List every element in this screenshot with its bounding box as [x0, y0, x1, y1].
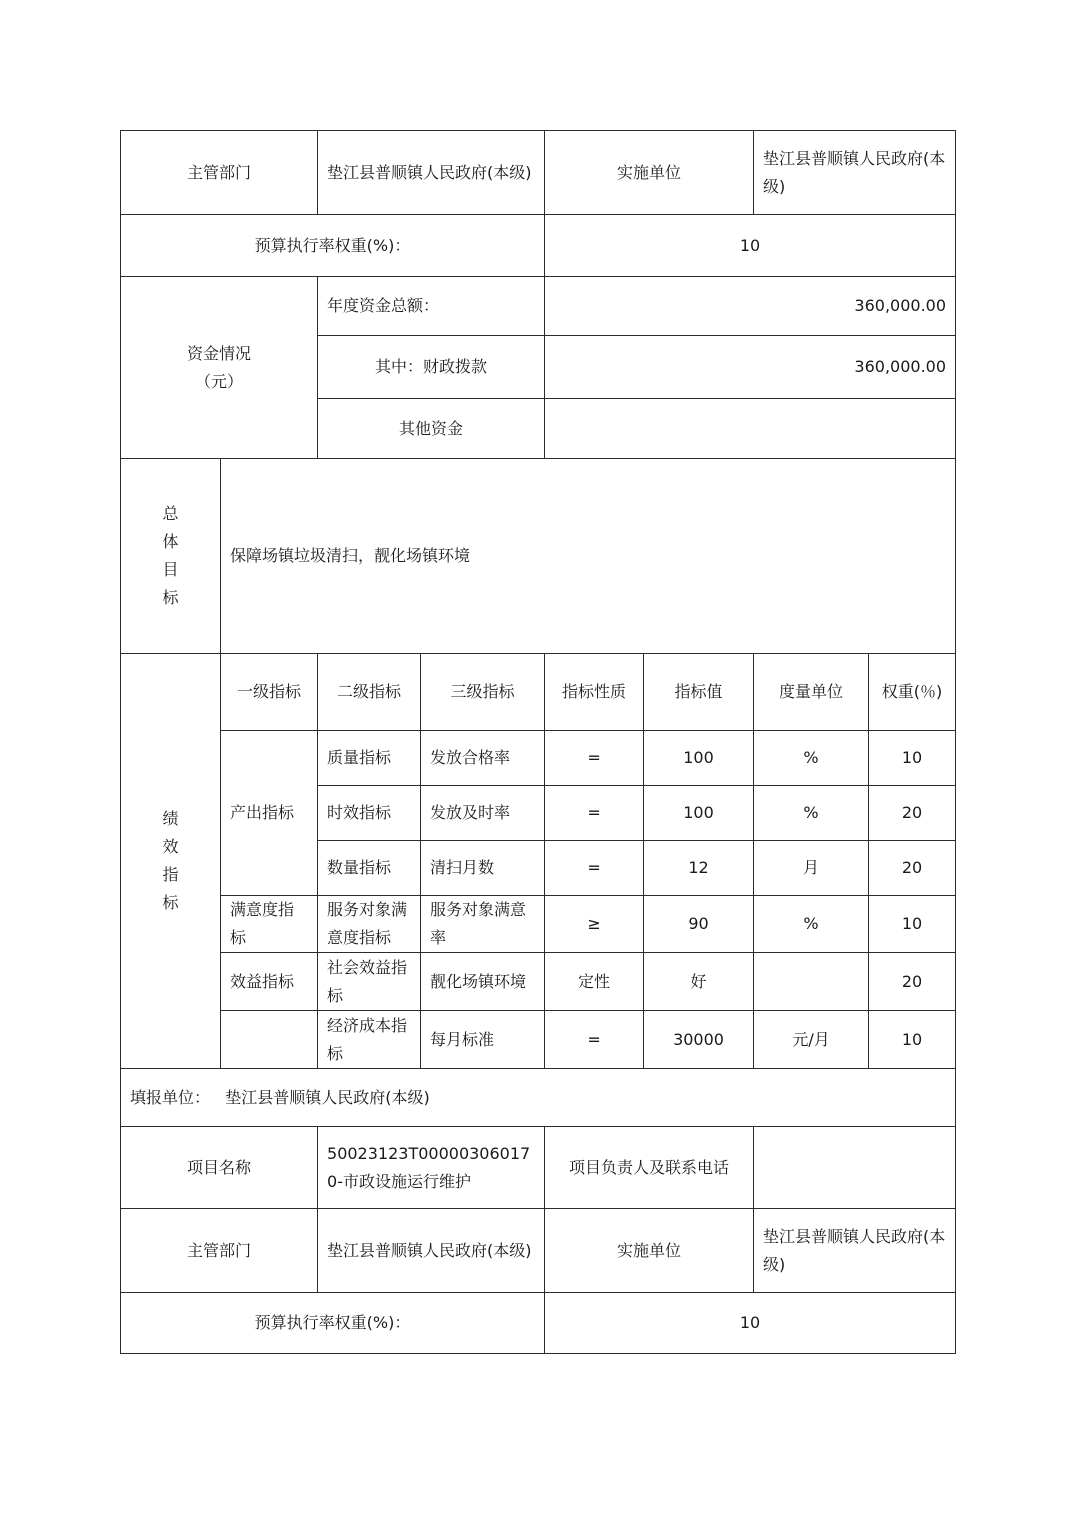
owner-value [754, 1127, 956, 1209]
budget-weight-label-2: 预算执行率权重(%)： [121, 1293, 545, 1354]
dept-label: 主管部门 [121, 131, 318, 215]
level3-cell: 靓化场镇环境 [421, 953, 545, 1011]
level3-cell: 发放合格率 [421, 731, 545, 786]
budget-weight-value-2: 10 [545, 1293, 956, 1354]
weight-cell: 20 [869, 786, 956, 841]
header-nature: 指标性质 [545, 654, 644, 731]
budget-weight-value: 10 [545, 215, 956, 277]
dept-label-2: 主管部门 [121, 1209, 318, 1293]
perf-label [121, 654, 221, 1069]
table-row [121, 731, 956, 786]
weight-cell: 10 [869, 1011, 956, 1069]
goal-row [121, 459, 956, 654]
value-cell: 好 [644, 953, 754, 1011]
funds-total-label: 年度资金总额： [318, 277, 545, 336]
level2-cell: 经济成本指标 [318, 1011, 421, 1069]
funds-total-value: 360,000.00 [545, 277, 956, 336]
header-level1: 一级指标 [221, 654, 318, 731]
funds-other-label: 其他资金 [318, 399, 545, 459]
nature-cell: = [545, 786, 644, 841]
nature-cell: = [545, 731, 644, 786]
performance-table [120, 130, 956, 1354]
nature-cell: ≥ [545, 896, 644, 953]
level3-cell: 每月标准 [421, 1011, 545, 1069]
goal-label-char: 目 [162, 560, 179, 579]
value-cell: 90 [644, 896, 754, 953]
funds-label-cell [121, 277, 318, 459]
dept-row [121, 131, 956, 215]
nature-cell: = [545, 1011, 644, 1069]
level2-cell: 数量指标 [318, 841, 421, 896]
nature-cell: = [545, 841, 644, 896]
impl-label: 实施单位 [545, 131, 754, 215]
header-value: 指标值 [644, 654, 754, 731]
impl-value: 垫江县普顺镇人民政府(本级) [754, 131, 956, 215]
header-level2: 二级指标 [318, 654, 421, 731]
level2-cell: 社会效益指标 [318, 953, 421, 1011]
filler-value: 垫江县普顺镇人民政府(本级) [225, 1087, 430, 1107]
budget-weight-row [121, 215, 956, 277]
goal-text: 保障场镇垃圾清扫，靓化场镇环境 [221, 459, 956, 654]
value-cell: 100 [644, 731, 754, 786]
dept-value-2: 垫江县普顺镇人民政府(本级) [318, 1209, 545, 1293]
funds-label: 资金情况 [187, 343, 252, 363]
project-label: 项目名称 [121, 1127, 318, 1209]
value-cell: 30000 [644, 1011, 754, 1069]
dept-value: 垫江县普顺镇人民政府(本级) [318, 131, 545, 215]
funds-fiscal-label: 其中：财政拨款 [318, 336, 545, 399]
goal-label-char: 标 [162, 588, 179, 607]
project-row [121, 1127, 956, 1209]
budget-weight-row-2 [121, 1293, 956, 1354]
level1-cell: 产出指标 [221, 731, 318, 896]
impl-value-2: 垫江县普顺镇人民政府(本级) [754, 1209, 956, 1293]
unit-cell [754, 953, 869, 1011]
level1-cell [221, 1011, 318, 1069]
goal-label-char: 总 [162, 504, 179, 523]
dept-row-2 [121, 1209, 956, 1293]
value-cell: 100 [644, 786, 754, 841]
table-row [121, 896, 956, 953]
table-row [121, 953, 956, 1011]
level3-cell: 发放及时率 [421, 786, 545, 841]
perf-label-char: 指 [162, 865, 179, 884]
unit-cell: % [754, 896, 869, 953]
funds-total-row [121, 277, 956, 336]
level1-cell: 满意度指标 [221, 896, 318, 953]
funds-fiscal-value: 360,000.00 [545, 336, 956, 399]
goal-label-char: 体 [162, 532, 179, 551]
header-unit: 度量单位 [754, 654, 869, 731]
filler-label: 填报单位： [130, 1087, 211, 1107]
weight-cell: 10 [869, 731, 956, 786]
filler-cell [121, 1069, 956, 1127]
level2-cell: 质量指标 [318, 731, 421, 786]
value-cell: 12 [644, 841, 754, 896]
perf-header-row [121, 654, 956, 731]
perf-label-char: 效 [162, 837, 179, 856]
nature-cell: 定性 [545, 953, 644, 1011]
level2-cell: 时效指标 [318, 786, 421, 841]
funds-other-value [545, 399, 956, 459]
unit-cell: 元/月 [754, 1011, 869, 1069]
impl-label-2: 实施单位 [545, 1209, 754, 1293]
funds-unit: （元） [195, 371, 244, 391]
unit-cell: % [754, 786, 869, 841]
unit-cell: % [754, 731, 869, 786]
goal-label [121, 459, 221, 654]
level1-cell: 效益指标 [221, 953, 318, 1011]
unit-cell: 月 [754, 841, 869, 896]
level3-cell: 服务对象满意率 [421, 896, 545, 953]
filler-row [121, 1069, 956, 1127]
weight-cell: 10 [869, 896, 956, 953]
perf-label-char: 绩 [162, 809, 179, 828]
header-level3: 三级指标 [421, 654, 545, 731]
table-row [121, 1011, 956, 1069]
level3-cell: 清扫月数 [421, 841, 545, 896]
budget-weight-label: 预算执行率权重(%)： [121, 215, 545, 277]
weight-cell: 20 [869, 841, 956, 896]
header-weight: 权重(％) [869, 654, 956, 731]
project-value: 50023123T000003060170-市政设施运行维护 [318, 1127, 545, 1209]
owner-label: 项目负责人及联系电话 [545, 1127, 754, 1209]
perf-label-char: 标 [162, 893, 179, 912]
level2-cell: 服务对象满意度指标 [318, 896, 421, 953]
weight-cell: 20 [869, 953, 956, 1011]
